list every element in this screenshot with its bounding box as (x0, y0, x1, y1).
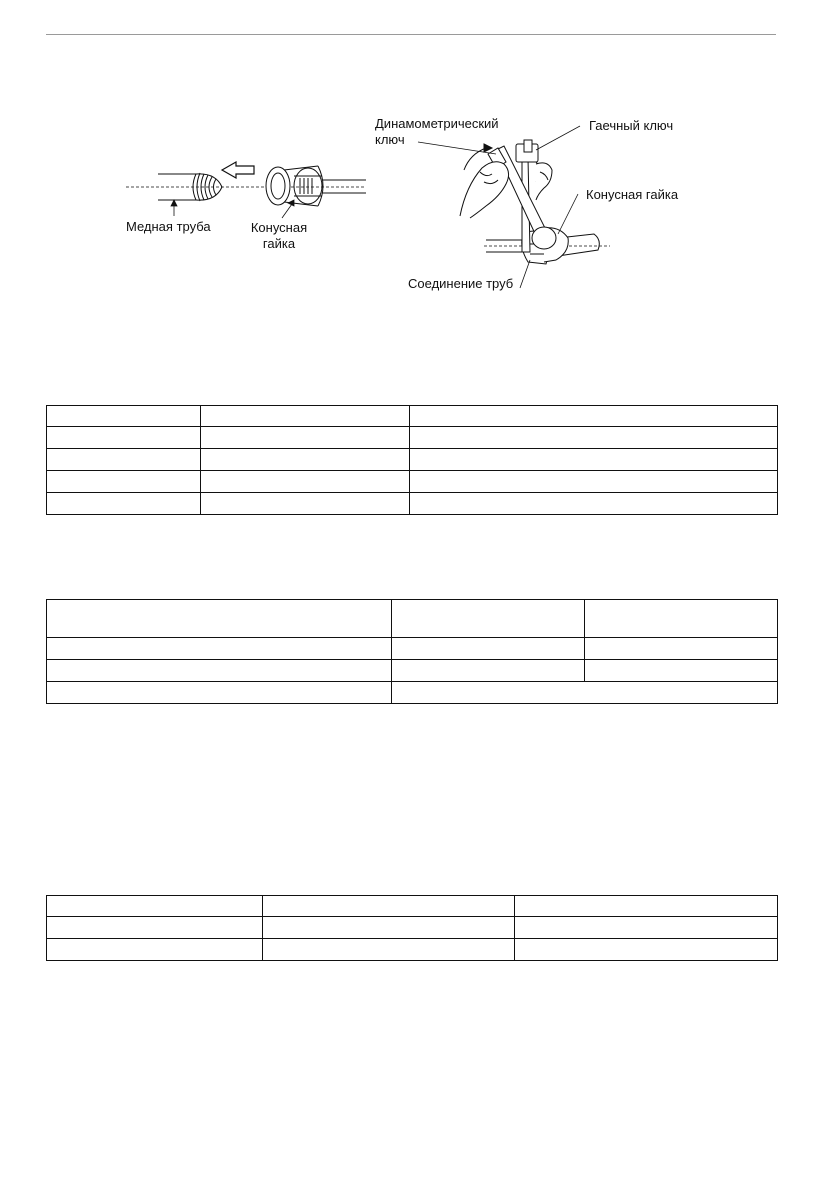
torque-wrench-label: Динамометрический ключ (375, 116, 499, 147)
table-row (47, 449, 778, 471)
top-rule (46, 34, 776, 35)
table-row (47, 493, 778, 515)
table-row (47, 471, 778, 493)
table-row (47, 939, 778, 961)
table-row (47, 600, 778, 638)
table-row (47, 896, 778, 917)
copper-pipe-label: Медная труба (126, 219, 211, 234)
table-3 (46, 895, 778, 961)
flare-nut-label-right: Конусная гайка (586, 187, 679, 202)
table-row (47, 917, 778, 939)
flare-nut (266, 166, 366, 206)
table-2 (46, 599, 778, 704)
table-row (47, 638, 778, 660)
table-row (47, 682, 778, 704)
direction-arrow (222, 162, 254, 178)
flare-nut-label: Конусная гайка (250, 220, 308, 251)
hands (460, 162, 552, 218)
pipe-joint-label: Соединение труб (408, 276, 514, 291)
table-row (47, 660, 778, 682)
table-row (47, 427, 778, 449)
table-row (47, 406, 778, 427)
spanner-label: Гаечный ключ (589, 118, 674, 133)
table-1 (46, 405, 778, 515)
